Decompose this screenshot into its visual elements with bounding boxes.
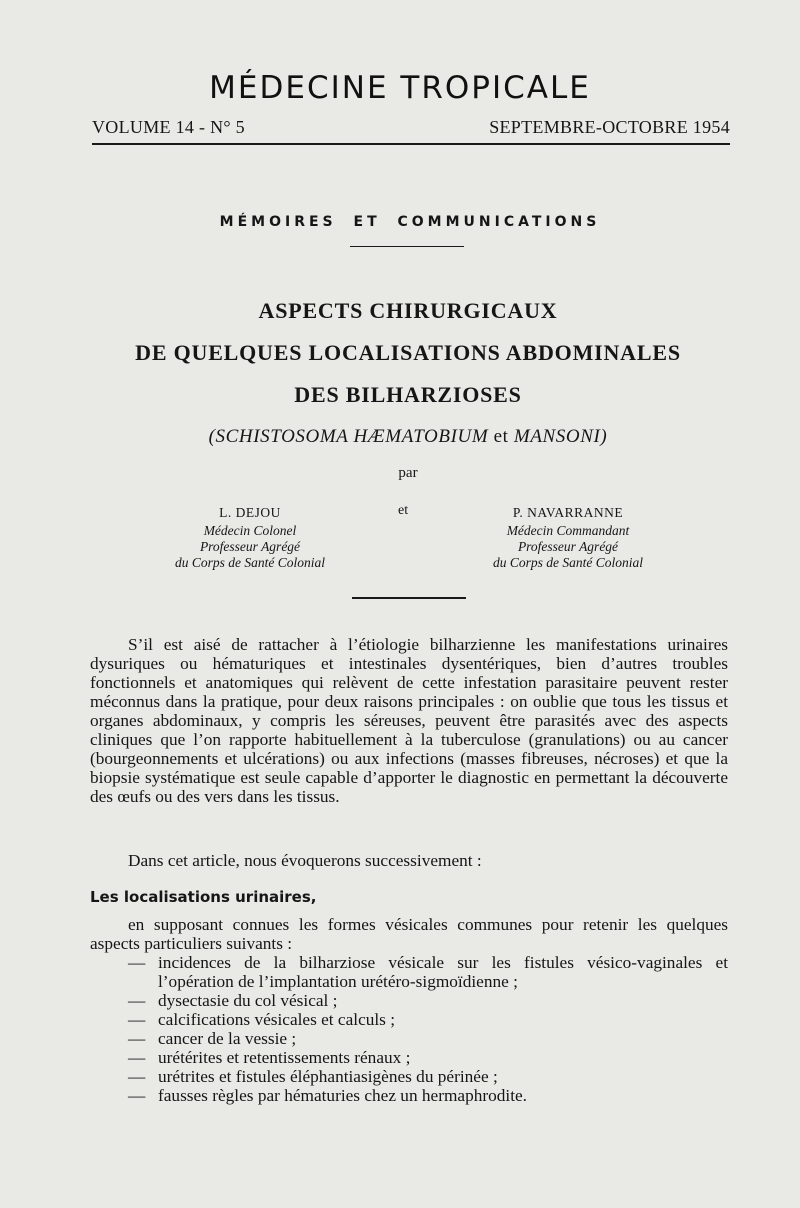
dash-marker: — [128, 1067, 146, 1086]
author-corps: du Corps de Santé Colonial [174, 555, 325, 570]
author-navarranne [438, 505, 698, 571]
intro-paragraph: S’il est aisé de rattacher à l’étiologie bilharzienne les manifestations urinaires dysuriques ou hématuriques et intestinales dysentériques, bien d’autres troubles fonctionnels et anatomiques qui relèvent de cette infestation parasitaire peuvent rester méconnus dans la pratique, pour deux raisons principales : on oublie que tous les tissus et organes abdominaux, y compris les séreuses, peuvent être parasités avec des aspects cliniques que l’on rapporte habituellement à la tuberculose (granulations) ou au cancer (bourgeonnements et ulcérations) ou aux infections (masses fibreuses, nécroses) et que la biopsie systématique est seule capable d’apporter le diagnostic en permettant la découverte des œufs ou des vers dans les tissus. [90, 635, 728, 806]
list-item: — urétérites et retentissements rénaux ; [128, 1048, 411, 1067]
author-title: Professeur Agrégé [517, 539, 619, 554]
urinary-aspects-list [128, 953, 728, 1105]
urinary-section-heading: Les localisations urinaires, [90, 888, 317, 906]
section-rule [350, 246, 464, 247]
author-dejou [120, 505, 380, 571]
article-subtitle [0, 426, 800, 448]
article-title-line-1: ASPECTS CHIRURGICAUX [258, 298, 558, 323]
urinary-intro-paragraph: en supposant connues les formes vésicales communes pour retenir les quelques aspects particuliers suivants : [90, 915, 728, 953]
dash-marker: — [128, 953, 146, 972]
issue-line [92, 117, 730, 138]
header-rule [92, 143, 730, 145]
author-name: L. DEJOU [219, 505, 281, 520]
subtitle-conjunction: et [493, 426, 509, 447]
byline-et: et [398, 503, 409, 518]
dash-marker: — [128, 1010, 146, 1029]
journal-title: MÉDECINE TROPICALE [209, 70, 591, 106]
author-rank: Médecin Colonel [203, 523, 297, 538]
subtitle-species-2: MANSONI) [513, 426, 608, 447]
dash-marker: — [128, 1048, 146, 1067]
byline-rule [352, 597, 466, 599]
list-item: — incidences de la bilharziose vésicale sur les fistules vésico-vaginales et l’opération de l’implantation urétéro-sigmoïdienne ; [128, 953, 728, 991]
list-item: — urétrites et fistules éléphantiasigènes du périnée ; [128, 1067, 498, 1086]
list-item: — cancer de la vessie ; [128, 1029, 297, 1048]
list-item: — calcifications vésicales et calculs ; [128, 1010, 396, 1029]
subtitle-species-1: (SCHISTOSOMA HÆMATOBIUM [208, 426, 489, 447]
volume-number: VOLUME 14 - N° 5 [92, 117, 245, 137]
byline-par: par [398, 465, 418, 481]
outline-paragraph: Dans cet article, nous évoquerons successivement : [128, 851, 482, 870]
list-item: — dysectasie du col vésical ; [128, 991, 338, 1010]
dash-marker: — [128, 1086, 146, 1105]
section-heading: MÉMOIRES ET COMMUNICATIONS [219, 214, 601, 230]
issue-date: SEPTEMBRE-OCTOBRE 1954 [489, 117, 730, 137]
dash-marker: — [128, 1029, 146, 1048]
author-corps: du Corps de Santé Colonial [492, 555, 643, 570]
dash-marker: — [128, 991, 146, 1010]
author-title: Professeur Agrégé [199, 539, 301, 554]
author-name: P. NAVARRANNE [512, 505, 624, 520]
article-title-line-2: DE QUELQUES LOCALISATIONS ABDOMINALES [135, 340, 681, 365]
article-title-line-3: DES BILHARZIOSES [294, 382, 522, 407]
list-item: — fausses règles par hématuries chez un hermaphrodite. [128, 1086, 527, 1105]
author-rank: Médecin Commandant [506, 523, 630, 538]
